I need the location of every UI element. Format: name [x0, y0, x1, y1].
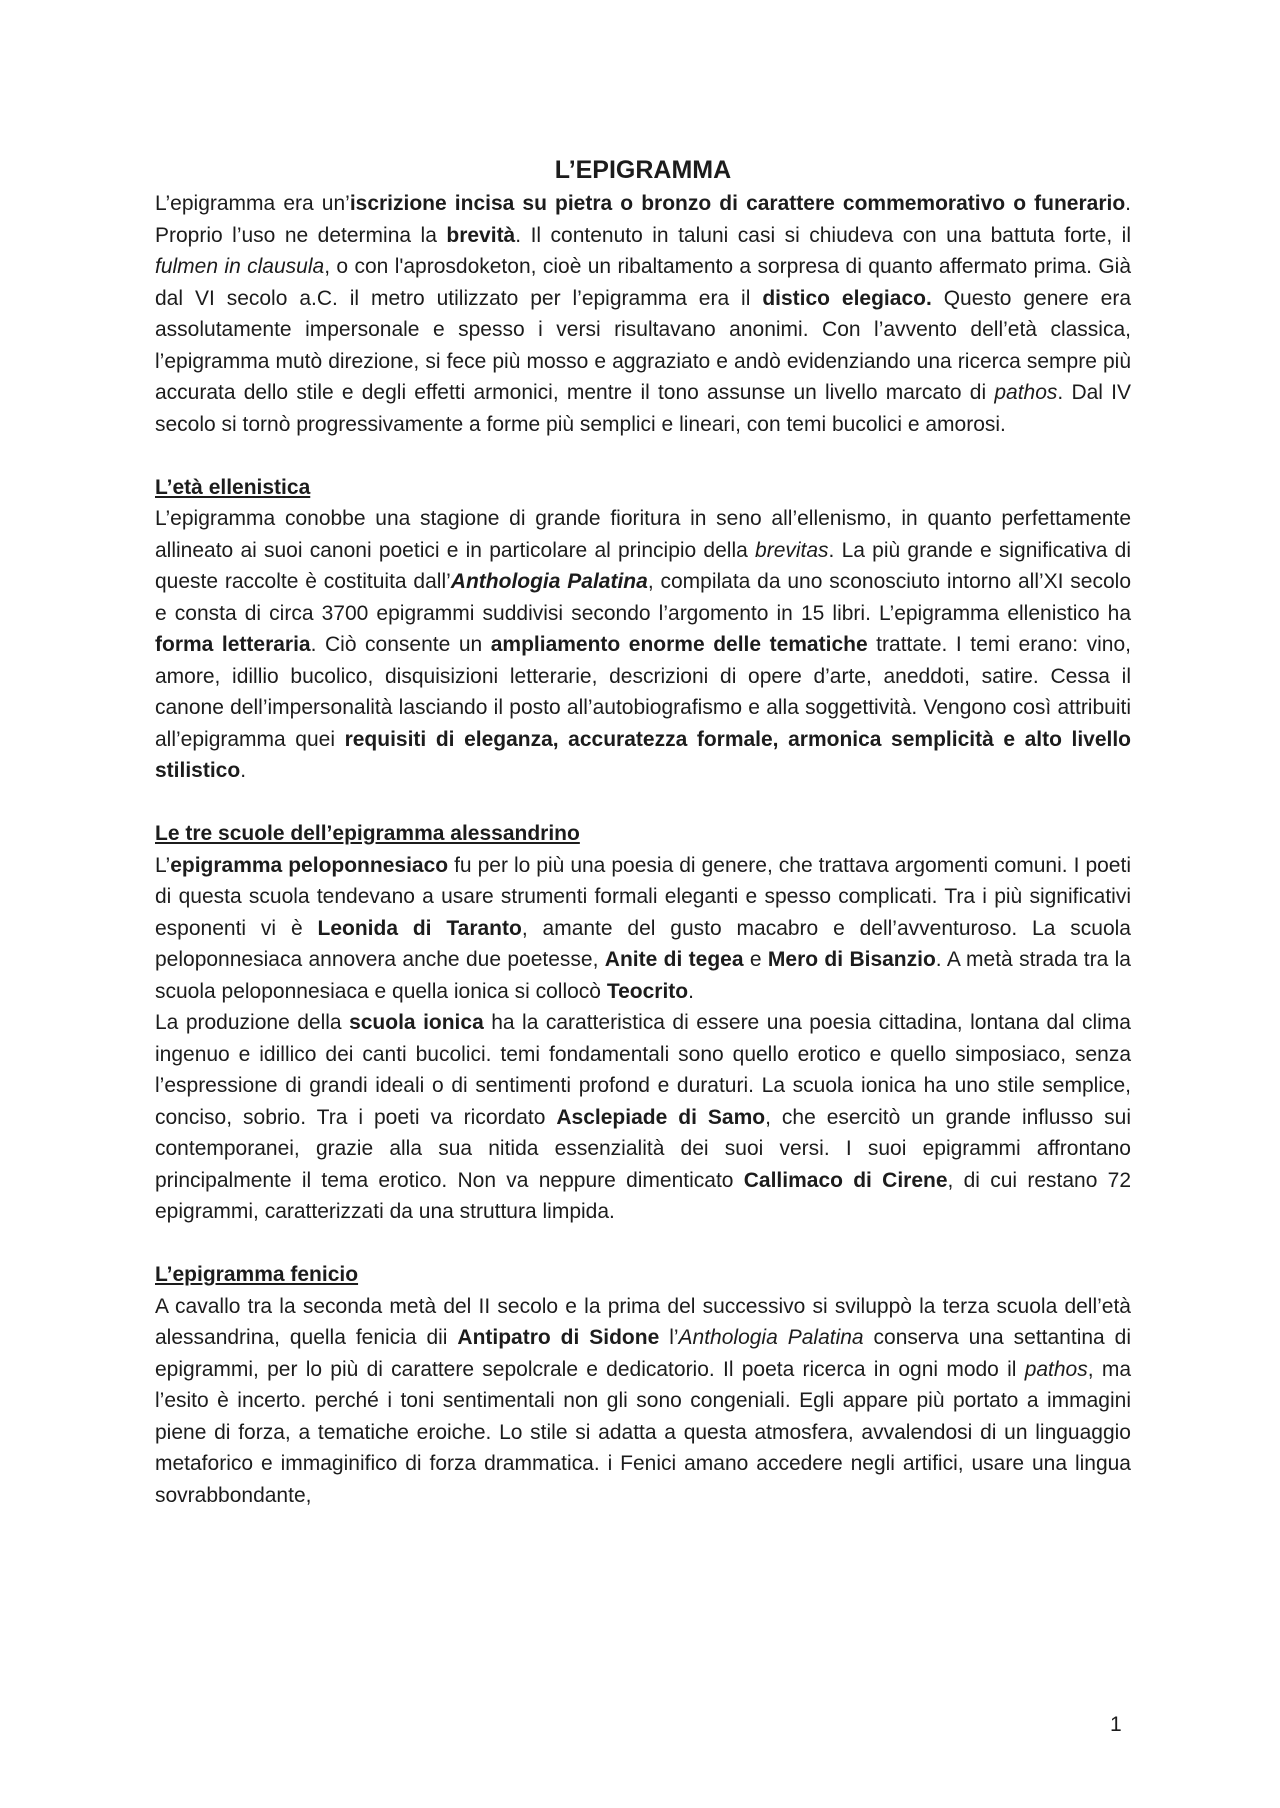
text-run: Questo genere era assolutamente impersonale e spesso i versi risultavano anonimi. Con l’avvento dell’età classica, l’epigramma mutò direzione, si fece più mosso e aggraziato e andò evidenziando una ricerca sempre più accurata dello stile e degli effetti armonici, mentre il tono assunse un livello marcato di: [155, 286, 1132, 404]
section-spacer: [155, 440, 1131, 472]
italic-text: fulmen in clausula: [155, 255, 325, 278]
section-heading: L’epigramma fenicio: [155, 1263, 359, 1286]
bold-text: Mero di Bisanzio: [767, 948, 936, 971]
paragraph: [155, 503, 1131, 787]
italic-text: brevitas: [755, 538, 829, 562]
bold-text: Asclepiade di Samo: [556, 1105, 766, 1129]
bold-text: Leonida di Taranto: [317, 916, 522, 940]
section-spacer: [155, 1228, 1131, 1260]
text-run: .: [240, 759, 247, 782]
text-run: . Ciò consente un: [310, 633, 491, 656]
text-run: . Il contenuto in taluni casi si chiudeva con una battuta forte, il: [515, 223, 1131, 247]
text-run: . A metà strada tra la scuola peloponnesiaca e quella ionica si collocò: [155, 948, 1131, 1003]
text-run: , di cui restano 72 epigrammi, caratterizzati da una struttura limpida.: [155, 1168, 1132, 1223]
text-run: trattate. I temi erano: vino, amore, idillio bucolico, disquisizioni letterarie, descrizioni di opere d’arte, aneddoti, satire. Cessa il canone dell’impersonalità lasciando il posto all’autobiografismo e alla soggettività. Vengono così attribuiti all’epigramma quei: [155, 633, 1131, 751]
bold-text: brevità: [446, 223, 516, 247]
text-run: . Dal IV secolo si tornò progressivamente a forme più semplici e lineari, con temi bucolici e amorosi.: [155, 381, 1131, 436]
section-spacer: [155, 787, 1131, 819]
bold-text: ampliamento enorme delle tematiche: [490, 633, 868, 656]
text-run: L’: [155, 853, 171, 877]
italic-text: Anthologia Palatina: [678, 1326, 864, 1349]
text-run: , ma l’esito è incerto. perché i toni sentimentali non gli sono congeniali. Egli appare più portato a immagini piene di forza, a tematiche eroiche. Lo stile si adatta a questa atmosfera, avvalendosi di un linguaggio metaforico e immaginifico di forza drammatica. i Fenici amano accedere negli artifici, usare una lingua sovrabbondante,: [155, 1357, 1132, 1507]
paragraph: [155, 1291, 1131, 1512]
text-run: conserva una settantina di epigrammi, per lo più di carattere sepolcrale e dedicatorio. Il poeta ricerca in ogni modo il: [155, 1326, 1131, 1381]
text-run: L’epigramma era un’: [155, 192, 350, 215]
text-run: .: [688, 979, 694, 1003]
italic-text: pathos: [994, 381, 1058, 404]
text-run: La produzione della: [155, 1011, 350, 1034]
paragraph: [155, 1007, 1131, 1228]
text-run: , o con l'aprosdoketon, cioè un ribaltamento a sorpresa di quanto affermato prima. Già dal VI secolo a.C. il metro utilizzato per l’epigramma era il: [155, 255, 1131, 310]
text-run: , che esercitò un grande influsso sui contemporanei, grazie alla sua nitida essenzialità dei suoi versi. I suoi epigrammi affrontano principalmente il tema erotico. Non va neppure dimenticato: [155, 1105, 1131, 1192]
bold-text: iscrizione incisa su pietra o bronzo di carattere commemorativo o funerario: [349, 192, 1126, 215]
bold-text: Teocrito: [606, 979, 689, 1003]
paragraph: [155, 188, 1131, 440]
text-run: e: [743, 948, 768, 971]
text-run: , amante del gusto macabro e dell’avventuroso. La scuola peloponnesiaca annovera anche due poetesse,: [155, 916, 1131, 971]
bold-text: scuola ionica: [349, 1011, 484, 1034]
text-run: . Proprio l’uso ne determina la: [155, 192, 1131, 247]
text-run: , compilata da uno sconosciuto intorno all’XI secolo e consta di circa 3700 epigrammi suddivisi secondo l’argomento in 15 libri. L’epigramma ellenistico ha: [155, 570, 1132, 625]
text-run: . La più grande e significativa di queste raccolte è costituita dall’: [155, 538, 1131, 593]
bold-text: requisiti di eleganza, accuratezza formale, armonica semplicità e alto livello stilistico: [155, 727, 1132, 782]
text-run: ha la caratteristica di essere una poesia cittadina, lontana dal clima ingenuo e idillico dei canti bucolici. temi fondamentali sono quello erotico e quello simposiaco, senza l’espressione di grandi ideali o di sentimenti profond e duraturi. La scuola ionica ha uno stile semplice, conciso, sobrio. Tra i poeti va ricordato: [155, 1011, 1131, 1129]
bold-text: Callimaco di Cirene: [743, 1168, 948, 1192]
bold-text: distico elegiaco.: [762, 286, 932, 310]
text-run: L’epigramma conobbe una stagione di grande fioritura in seno all’ellenismo, in quanto perfettamente allineato ai suoi canoni poetici e in particolare al principio della: [155, 507, 1131, 562]
text-run: fu per lo più una poesia di genere, che trattava argomenti comuni. I poeti di questa scuola tendevano a usare strumenti formali eleganti e spesso complicati. Tra i più significativi esponenti vi è: [155, 853, 1131, 940]
italic-text: pathos: [1024, 1357, 1088, 1381]
page-title: L’EPIGRAMMA: [554, 156, 732, 184]
page-number: 1: [1110, 1713, 1122, 1736]
bold-text: Anite di tegea: [604, 948, 744, 971]
bold-italic-text: Anthologia Palatina: [450, 570, 648, 593]
page-content: [155, 152, 1131, 1511]
bold-text: Antipatro di Sidone: [457, 1326, 660, 1349]
text-run: l’: [659, 1326, 679, 1349]
bold-text: epigramma peloponnesiaco: [170, 853, 449, 877]
bold-text: forma letteraria: [155, 633, 311, 656]
section-heading: L’età ellenistica: [155, 475, 311, 499]
text-run: A cavallo tra la seconda metà del II secolo e la prima del successivo si sviluppò la terza scuola dell’età alessandrina, quella fenicia dii: [155, 1294, 1131, 1349]
section-heading: Le tre scuole dell’epigramma alessandrino: [155, 822, 580, 845]
paragraph: [155, 850, 1131, 1008]
